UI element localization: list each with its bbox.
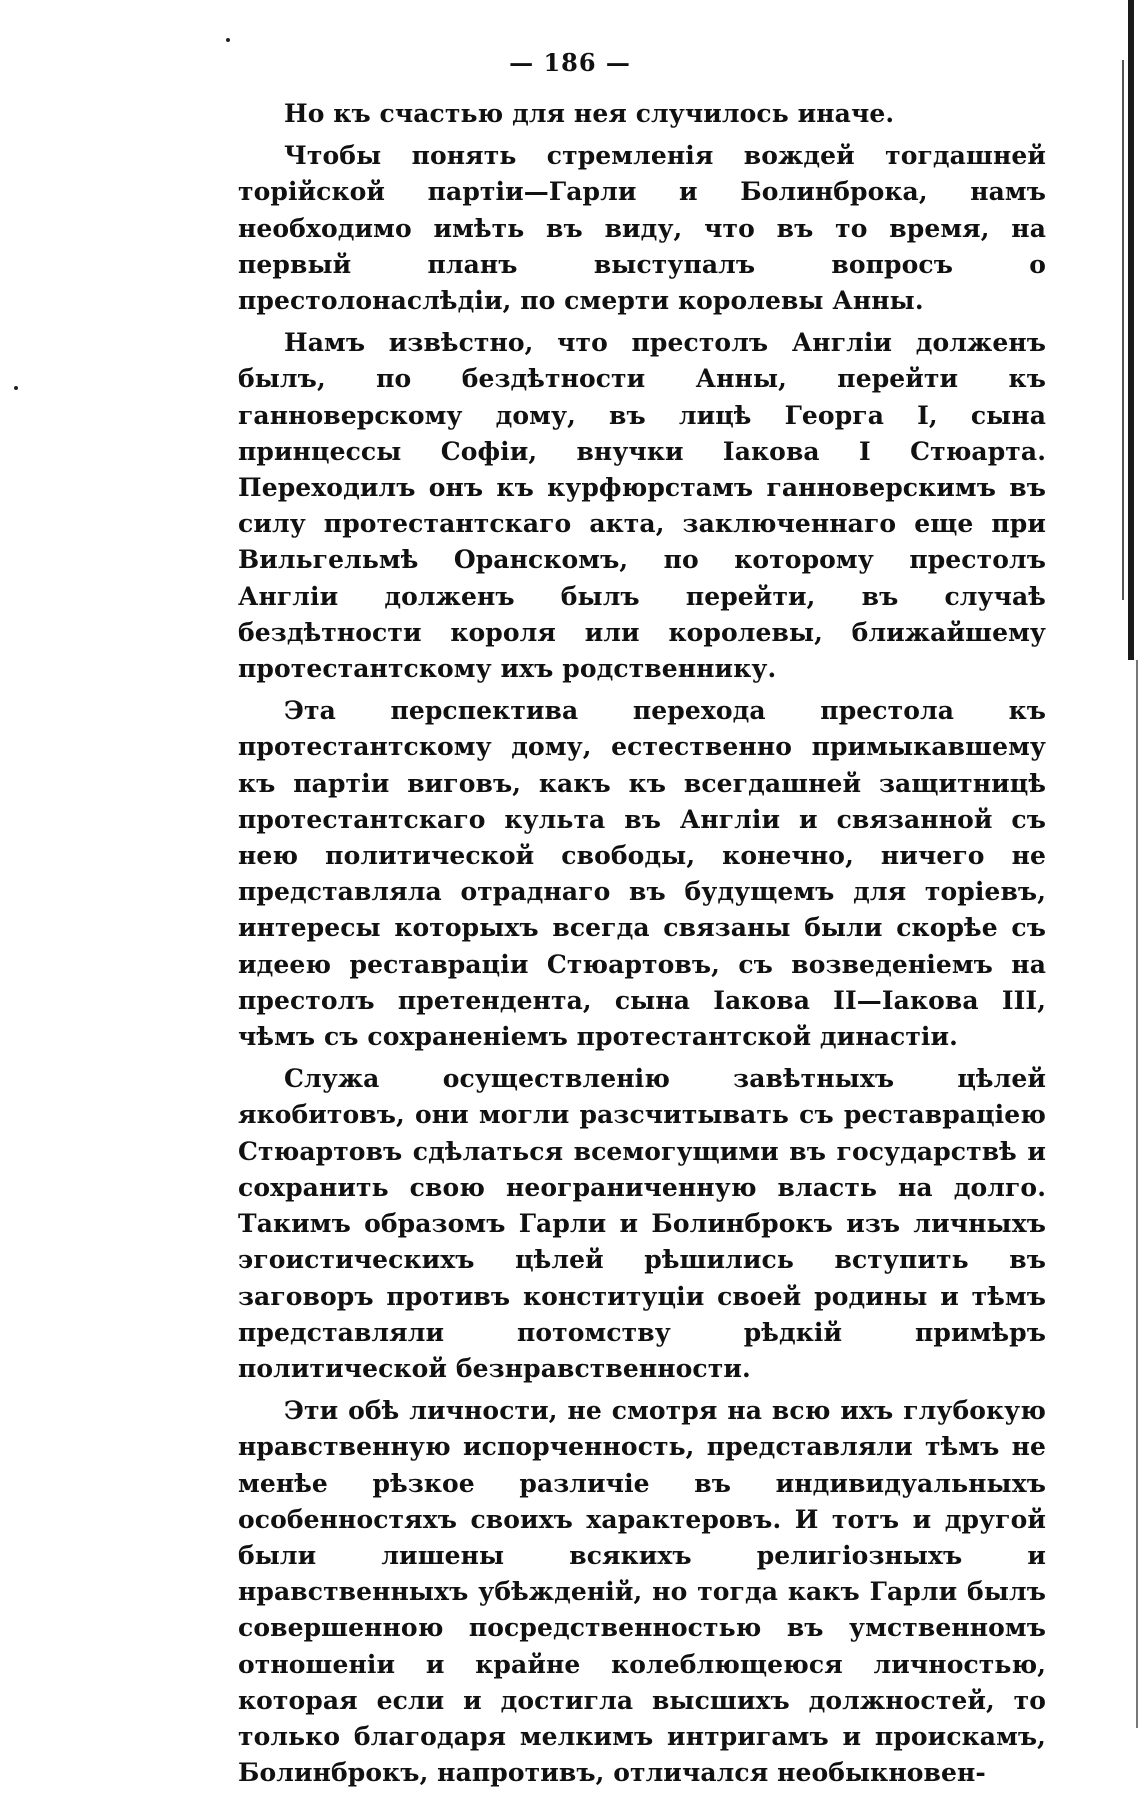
body-text [238,96,1046,1797]
paragraph: Эти обѣ личности, не смотря на всю ихъ глубокую нравственную испорченность, представляли тѣмъ не менѣе рѣзкое различіе въ индивидуальныхъ особенностяхъ своихъ характеровъ. И тотъ и другой были лишены всякихъ религіозныхъ и нравственныхъ убѣжденій, но тогда какъ Гарли былъ совершенною посредственностью въ умственномъ отношеніи и крайне колеблющеюся личностью, которая если и достигла высшихъ должностей, то только благодаря мелкимъ интригамъ и проискамъ, Болинброкъ, напротивъ, отличался необыкновен- [238,1396,1046,1788]
scan-edge-thin-line [1136,660,1138,1728]
page-number: — 186 — [509,48,631,77]
paragraph: Эта перспектива перехода престола къ протестантскому дому, естественно примыкавшему къ партіи виговъ, какъ къ всегдашней защитницѣ протестантскаго культа въ Англіи и связанной съ нею политической свободы, конечно, ничего не представляла отраднаго въ будущемъ для торіевъ, интересы которыхъ всегда связаны были скорѣе съ идеею реставраціи Стюартовъ, съ возведеніемъ на престолъ претендента, сына Іакова II—Іакова III, чѣмъ съ сохраненіемъ протестантской династіи. [238,696,1046,1052]
scan-speck [226,38,230,42]
paragraph: Намъ извѣстно, что престолъ Англіи долженъ былъ, по бездѣтности Анны, перейти къ ганноверскому дому, въ лицѣ Георга I, сына принцессы Софіи, внучки Іакова I Стюарта. Переходилъ онъ къ курфюрстамъ ганноверскимъ въ силу протестантскаго акта, заключеннаго еще при Вильгельмѣ Оранскомъ, по которому престолъ Англіи долженъ былъ перейти, въ случаѣ бездѣтности короля или королевы, ближайшему протестантскому ихъ родственнику. [238,328,1046,684]
scan-edge-shadow [1128,0,1134,660]
scan-speck [14,386,18,390]
paragraph: Но къ счастью для нея случилось иначе. [284,99,895,128]
paragraph: Служа осуществленію завѣтныхъ цѣлей якобитовъ, они могли разсчитывать съ реставраціею Стюартовъ сдѣлаться всемогущими въ государствѣ и сохранить свою неограниченную власть на долго. Такимъ образомъ Гарли и Болинброкъ изъ личныхъ эгоистическихъ цѣлей рѣшились вступить въ заговоръ противъ конституціи своей родины и тѣмъ представляли потомству рѣдкій примѣръ политической безнравственности. [238,1064,1046,1383]
scan-edge-line [1122,60,1124,600]
paragraph: Чтобы понять стремленія вождей тогдашней торійской партіи—Гарли и Болинброка, намъ необходимо имѣть въ виду, что въ то время, на первый планъ выступалъ вопросъ о престолонаслѣдіи, по смерти королевы Анны. [238,141,1046,316]
